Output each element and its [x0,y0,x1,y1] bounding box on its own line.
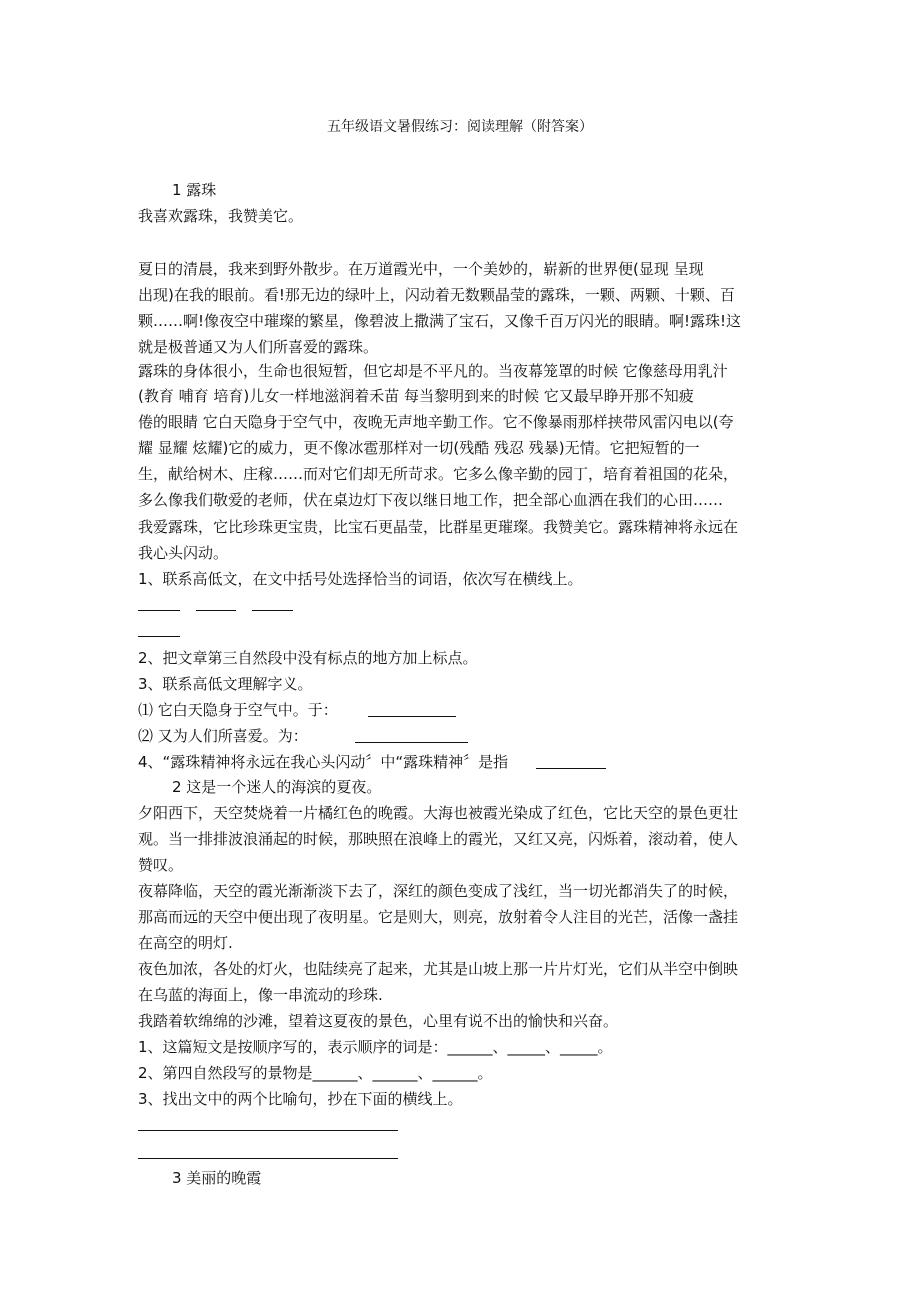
s2-p4: 我踏着软绵绵的沙滩，望着这夏夜的景色，心里有说不出的愉快和兴奋。 [138,1012,619,1030]
s2-p3-line2: 在乌蓝的海面上，像一串流动的珍珠. [138,986,383,1004]
s2-p2-line3: 在高空的明灯. [138,934,233,952]
answer-blank[interactable] [196,610,236,611]
s1-p3-line6: 多么像我们敬爱的老师，伏在桌边灯下夜以继日地工作，把全部心血洒在我们的心田…… [138,491,724,509]
s1-question-3a: ⑴ 它白天隐身于空气中。于： [138,701,338,719]
answer-blank[interactable] [355,742,468,743]
s1-question-3: 3、联系高低文理解字义。 [138,675,313,693]
s1-p2-line1: 夏日的清晨，我来到野外散步。在万道霞光中，一个美妙的，崭新的世界便(显现 呈现 [138,260,704,278]
s2-p2-line1: 夜幕降临，天空的霞光渐渐淡下去了，深红的颜色变成了浅红，当一切光都消失了的时候， [138,882,739,900]
section1-heading: 1 露珠 [172,181,217,199]
s1-p4-line2: 我心头闪动。 [138,544,229,562]
section2-heading: 2 这是一个迷人的海滨的夏夜。 [172,778,382,796]
answer-blank[interactable] [368,716,456,717]
s2-p1-line3: 赞叹。 [138,856,184,874]
answer-blank[interactable] [138,610,180,611]
s1-p3-line3: 倦的眼睛 它白天隐身于空气中，夜晚无声地辛勤工作。它不像暴雨那样挟带风雷闪电以(夸 [138,413,734,431]
answer-line[interactable] [138,1158,398,1159]
s1-question-1: 1、联系高低文，在文中括号处选择恰当的词语，依次写在横线上。 [138,570,583,588]
s2-p2-line2: 那高而远的天空中便出现了夜明星。它是则大，则亮，放射着令人注目的光芒，活像一盏挂 [138,908,739,926]
s1-p2-line2: 出现)在我的眼前。看!那无边的绿叶上，闪动着无数颗晶莹的露珠，一颗、两颗、十颗、百 [138,286,735,304]
answer-line[interactable] [138,1130,398,1131]
s1-p1: 我喜欢露珠，我赞美它。 [138,207,304,225]
s1-p3-line5: 生，献给树木、庄稼……而对它们却无所苛求。它多么像辛勤的园丁，培育着祖国的花朵， [138,465,739,483]
s2-p1-line1: 夕阳西下，天空焚烧着一片橘红色的晚霞。大海也被霞光染成了红色，它比天空的景色更壮 [138,804,739,822]
answer-blank[interactable] [252,610,293,611]
s1-p4-line1: 我爱露珠，它比珍珠更宝贵，比宝石更晶莹，比群星更璀璨。我赞美它。露珠精神将永远在 [138,518,739,536]
s1-p3-line4: 耀 显耀 炫耀)它的威力，更不像冰雹那样对一切(残酷 残忍 残暴)无情。它把短暂的一 [138,439,700,457]
s1-question-2: 2、把文章第三自然段中没有标点的地方加上标点。 [138,649,478,667]
document-title: 五年级语文暑假练习：阅读理解（附答案） [327,119,593,135]
answer-blank[interactable] [536,768,606,769]
s1-p3-line1: 露珠的身体很小，生命也很短暂，但它却是不平凡的。当夜幕笼罩的时候 它像慈母用乳汁 [138,362,728,380]
s1-question-4: 4、“露珠精神将永远在我心头闪动〞中“露珠精神〞是指 [138,753,509,771]
s1-p2-line4: 就是极普通又为人们所喜爱的露珠。 [138,338,379,356]
section3-heading: 3 美丽的晚霞 [172,1169,262,1187]
s2-question-2: 2、第四自然段写的景物是______、______、______。 [138,1064,493,1082]
s2-question-1: 1、这篇短文是按顺序写的，表示顺序的词是：______、_____、_____。 [138,1038,613,1056]
s1-question-3b: ⑵ 又为人们所喜爱。为： [138,727,308,745]
s1-p2-line3: 颗……啊!像夜空中璀璨的繁星，像碧波上撒满了宝石，又像千百万闪光的眼睛。啊!露珠!这 [138,312,742,330]
s2-p3-line1: 夜色加浓，各处的灯火，也陆续亮了起来，尤其是山坡上那一片片灯光，它们从半空中倒映 [138,960,739,978]
s2-p1-line2: 观。当一排排波浪涌起的时候，那映照在浪峰上的霞光，又红又亮，闪烁着，滚动着，使人 [138,830,739,848]
s2-question-3: 3、找出文中的两个比喻句，抄在下面的横线上。 [138,1090,463,1108]
answer-blank[interactable] [138,636,180,637]
s1-p3-line2: (教育 哺育 培育)儿女一样地滋润着禾苗 每当黎明到来的时候 它又最早睁开那不知疲 [138,387,694,405]
